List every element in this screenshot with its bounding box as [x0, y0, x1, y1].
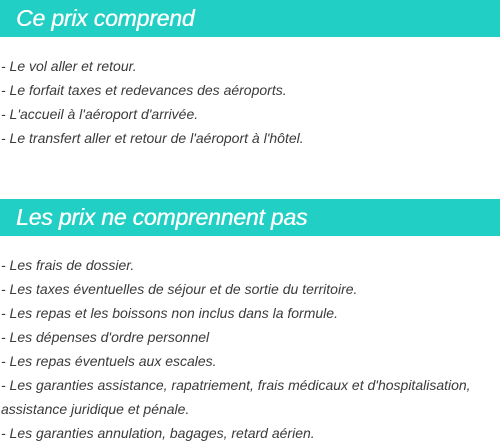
list-item: - L'accueil à l'aéroport d'arrivée. [1, 106, 199, 122]
section-header-included [0, 0, 500, 37]
list-item: - Le forfait taxes et redevances des aéroports. [1, 82, 287, 98]
included-items-list [0, 54, 500, 150]
list-item: - Les repas et les boissons non inclus dans la formule. [1, 305, 338, 321]
section-title-included: Ce prix comprend [16, 5, 195, 31]
list-item: - Les repas éventuels aux escales. [1, 353, 217, 369]
list-item: - Les taxes éventuelles de séjour et de sortie du territoire. [1, 281, 358, 297]
list-item: - Les dépenses d'ordre personnel [1, 329, 210, 345]
section-header-excluded [0, 199, 500, 236]
excluded-items-list [0, 253, 500, 445]
list-item: - Le transfert aller et retour de l'aéroport à l'hôtel. [1, 130, 304, 146]
list-item: - Le vol aller et retour. [1, 58, 137, 74]
list-item: - Les garanties assistance, rapatriement, frais médicaux et d'hospitalisation, assistance juridique et pénale. [1, 377, 471, 417]
section-title-excluded: Les prix ne comprennent pas [16, 204, 308, 230]
list-item: - Les garanties annulation, bagages, retard aérien. [1, 425, 315, 441]
list-item: - Les frais de dossier. [1, 257, 135, 273]
